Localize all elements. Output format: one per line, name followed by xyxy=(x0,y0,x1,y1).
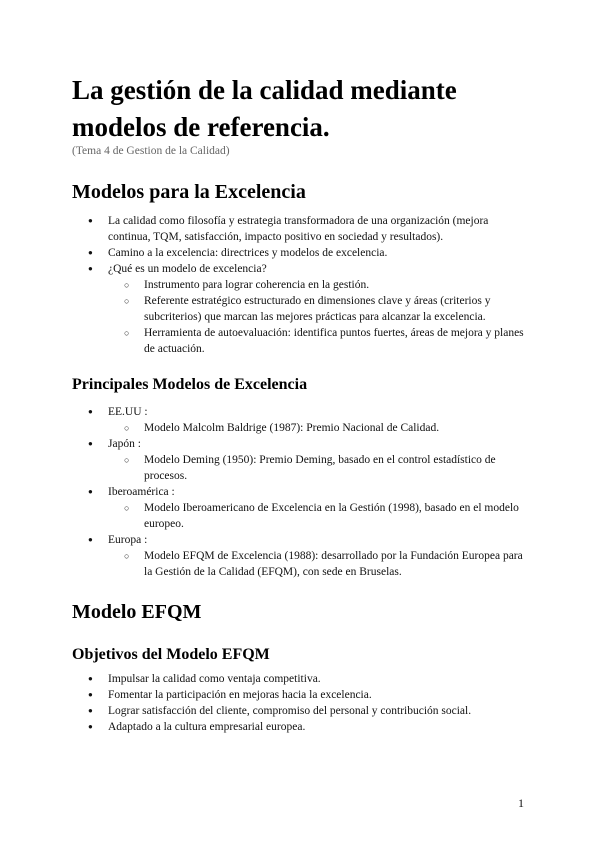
model-detail: ○ Modelo Deming (1950): Premio Deming, basado en el control estadístico de procesos. xyxy=(108,452,528,484)
page-number: 1 xyxy=(518,796,524,810)
sublist xyxy=(108,452,528,484)
section-heading-efqm: Modelo EFQM xyxy=(72,601,202,623)
section-heading-principales-modelos: Principales Modelos de Excelencia xyxy=(72,376,308,393)
list-item xyxy=(72,261,528,357)
sublist xyxy=(108,277,528,357)
list-item-text: ¿Qué es un modelo de excelencia? xyxy=(108,263,267,275)
region-label: Iberoamérica : xyxy=(108,486,175,498)
sublist-item: ○ Referente estratégico estructurado en dimensiones clave y áreas (criterios y subcriterios) que marcan las mejores prácticas para alcanzar la excelencia. xyxy=(108,293,528,325)
list-item: ● La calidad como filosofía y estrategia transformadora de una organización (mejora continua, TQM, satisfacción, impacto positivo en sociedad y resultados). xyxy=(72,213,528,245)
sublist-item: ○ Herramienta de autoevaluación: identifica puntos fuertes, áreas de mejora y planes de actuación. xyxy=(108,325,528,357)
sublist-item: ○ Instrumento para lograr coherencia en la gestión. xyxy=(108,277,528,293)
document-title: La gestión de la calidad mediante modelos de referencia. xyxy=(72,75,457,142)
region-item xyxy=(72,484,528,532)
region-item xyxy=(72,532,528,580)
list-item: ● Impulsar la calidad como ventaja competitiva. xyxy=(72,671,528,687)
list-item: ● Lograr satisfacción del cliente, compromiso del personal y contribución social. xyxy=(72,703,528,719)
modelos-list xyxy=(72,404,528,580)
list-item: ● Fomentar la participación en mejoras hacia la excelencia. xyxy=(72,687,528,703)
sublist xyxy=(108,548,528,580)
region-label: EE.UU : xyxy=(108,406,148,418)
objetivos-list xyxy=(72,671,528,735)
list-item: ● Camino a la excelencia: directrices y modelos de excelencia. xyxy=(72,245,528,261)
document-subtitle: (Tema 4 de Gestion de la Calidad) xyxy=(72,145,230,157)
sublist xyxy=(108,420,528,436)
list-item: ● Adaptado a la cultura empresarial europea. xyxy=(72,719,528,735)
section-heading-excelencia: Modelos para la Excelencia xyxy=(72,181,306,203)
model-detail: ○ Modelo Iberoamericano de Excelencia en la Gestión (1998), basado en el modelo europeo. xyxy=(108,500,528,532)
model-detail: ○ Modelo Malcolm Baldrige (1987): Premio Nacional de Calidad. xyxy=(108,420,528,436)
subheading-objetivos-efqm: Objetivos del Modelo EFQM xyxy=(72,646,270,663)
sublist xyxy=(108,500,528,532)
region-label: Europa : xyxy=(108,534,148,546)
model-detail: ○ Modelo EFQM de Excelencia (1988): desarrollado por la Fundación Europea para la Gestión de la Calidad (EFQM), con sede en Bruselas. xyxy=(108,548,528,580)
region-item xyxy=(72,404,528,436)
region-item xyxy=(72,436,528,484)
excelencia-list xyxy=(72,213,528,357)
region-label: Japón : xyxy=(108,438,141,450)
